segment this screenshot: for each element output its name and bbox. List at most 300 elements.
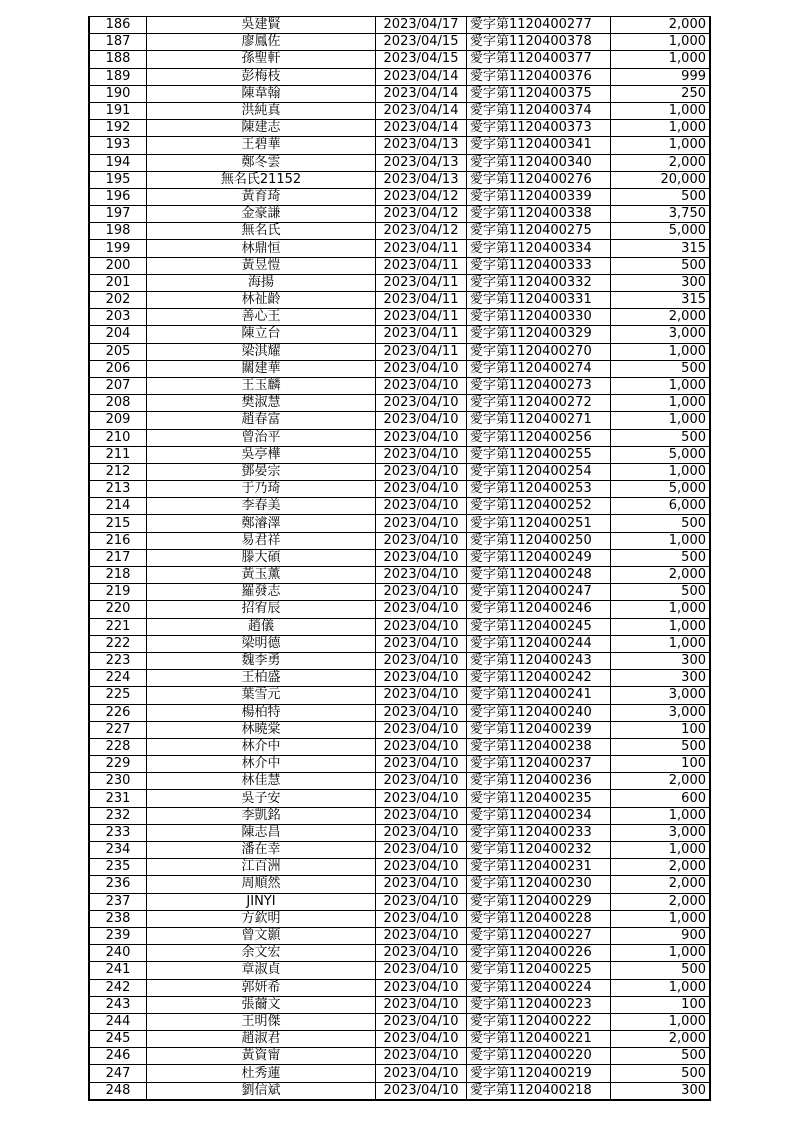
row-number-cell: 233 — [89, 824, 147, 841]
amount-cell: 500 — [611, 360, 711, 377]
row-number-cell: 187 — [89, 34, 147, 51]
row-number-cell: 227 — [89, 721, 147, 738]
table-row — [89, 1013, 710, 1030]
table-row — [89, 876, 710, 893]
receipt-number-cell: 愛字第1120400338 — [467, 206, 611, 223]
amount-cell: 1,000 — [611, 412, 711, 429]
row-number-cell: 245 — [89, 1031, 147, 1048]
receipt-number-cell: 愛字第1120400237 — [467, 756, 611, 773]
amount-cell: 2,000 — [611, 154, 711, 171]
table-row — [89, 34, 710, 51]
row-number-cell: 228 — [89, 738, 147, 755]
amount-cell: 5,000 — [611, 446, 711, 463]
donation-date-cell: 2023/04/12 — [376, 206, 467, 223]
row-number-cell: 193 — [89, 137, 147, 154]
donor-name-cell: 金豪謙 — [147, 206, 376, 223]
donor-name-cell: 鄧晏宗 — [147, 463, 376, 480]
receipt-number-cell: 愛字第1120400247 — [467, 584, 611, 601]
donor-name-cell: 江百洲 — [147, 859, 376, 876]
table-row — [89, 738, 710, 755]
donor-name-cell: 彭梅枝 — [147, 68, 376, 85]
table-row — [89, 1082, 710, 1100]
table-row — [89, 498, 710, 515]
table-row — [89, 274, 710, 291]
table-row — [89, 704, 710, 721]
receipt-number-cell: 愛字第1120400333 — [467, 257, 611, 274]
receipt-number-cell: 愛字第1120400270 — [467, 343, 611, 360]
receipt-number-cell: 愛字第1120400378 — [467, 34, 611, 51]
receipt-number-cell: 愛字第1120400273 — [467, 377, 611, 394]
receipt-number-cell: 愛字第1120400249 — [467, 549, 611, 566]
receipt-number-cell: 愛字第1120400238 — [467, 738, 611, 755]
table-row — [89, 515, 710, 532]
donation-date-cell: 2023/04/10 — [376, 773, 467, 790]
table-row — [89, 171, 710, 188]
amount-cell: 1,000 — [611, 102, 711, 119]
receipt-number-cell: 愛字第1120400232 — [467, 842, 611, 859]
receipt-number-cell: 愛字第1120400226 — [467, 945, 611, 962]
amount-cell: 500 — [611, 584, 711, 601]
donor-name-cell: 洪純真 — [147, 102, 376, 119]
row-number-cell: 219 — [89, 584, 147, 601]
row-number-cell: 246 — [89, 1048, 147, 1065]
donor-name-cell: 王柏盛 — [147, 670, 376, 687]
row-number-cell: 194 — [89, 154, 147, 171]
receipt-number-cell: 愛字第1120400222 — [467, 1013, 611, 1030]
row-number-cell: 243 — [89, 996, 147, 1013]
row-number-cell: 236 — [89, 876, 147, 893]
row-number-cell: 190 — [89, 85, 147, 102]
amount-cell: 20,000 — [611, 171, 711, 188]
table-row — [89, 1048, 710, 1065]
donation-date-cell: 2023/04/10 — [376, 567, 467, 584]
row-number-cell: 199 — [89, 240, 147, 257]
amount-cell: 2,000 — [611, 309, 711, 326]
row-number-cell: 210 — [89, 429, 147, 446]
receipt-number-cell: 愛字第1120400331 — [467, 292, 611, 309]
table-row — [89, 1065, 710, 1082]
donor-name-cell: 余文宏 — [147, 945, 376, 962]
row-number-cell: 223 — [89, 652, 147, 669]
donor-name-cell: 李春美 — [147, 498, 376, 515]
row-number-cell: 239 — [89, 927, 147, 944]
row-number-cell: 244 — [89, 1013, 147, 1030]
donor-name-cell: 鄭冬雲 — [147, 154, 376, 171]
row-number-cell: 238 — [89, 910, 147, 927]
table-row — [89, 687, 710, 704]
receipt-number-cell: 愛字第1120400376 — [467, 68, 611, 85]
donation-date-cell: 2023/04/14 — [376, 120, 467, 137]
receipt-number-cell: 愛字第1120400228 — [467, 910, 611, 927]
table-row — [89, 446, 710, 463]
receipt-number-cell: 愛字第1120400242 — [467, 670, 611, 687]
table-row — [89, 412, 710, 429]
table-row — [89, 68, 710, 85]
donation-date-cell: 2023/04/10 — [376, 790, 467, 807]
table-row — [89, 360, 710, 377]
table-row — [89, 979, 710, 996]
donation-date-cell: 2023/04/13 — [376, 154, 467, 171]
amount-cell: 300 — [611, 274, 711, 291]
table-row — [89, 859, 710, 876]
donor-name-cell: 鄭濬澤 — [147, 515, 376, 532]
receipt-number-cell: 愛字第1120400220 — [467, 1048, 611, 1065]
donation-date-cell: 2023/04/10 — [376, 824, 467, 841]
amount-cell: 1,000 — [611, 1013, 711, 1030]
donor-name-cell: 曾文顥 — [147, 927, 376, 944]
donation-date-cell: 2023/04/10 — [376, 1013, 467, 1030]
amount-cell: 2,000 — [611, 876, 711, 893]
amount-cell: 1,000 — [611, 842, 711, 859]
receipt-number-cell: 愛字第1120400272 — [467, 395, 611, 412]
donation-date-cell: 2023/04/11 — [376, 309, 467, 326]
row-number-cell: 207 — [89, 377, 147, 394]
receipt-number-cell: 愛字第1120400241 — [467, 687, 611, 704]
table-row — [89, 635, 710, 652]
amount-cell: 1,000 — [611, 34, 711, 51]
table-row — [89, 240, 710, 257]
amount-cell: 100 — [611, 996, 711, 1013]
amount-cell: 500 — [611, 962, 711, 979]
donor-name-cell: 陳建志 — [147, 120, 376, 137]
receipt-number-cell: 愛字第1120400276 — [467, 171, 611, 188]
table-row — [89, 532, 710, 549]
donation-table-body — [89, 17, 710, 1100]
row-number-cell: 221 — [89, 618, 147, 635]
receipt-number-cell: 愛字第1120400231 — [467, 859, 611, 876]
donation-date-cell: 2023/04/10 — [376, 756, 467, 773]
row-number-cell: 214 — [89, 498, 147, 515]
donation-date-cell: 2023/04/11 — [376, 274, 467, 291]
donation-date-cell: 2023/04/10 — [376, 1082, 467, 1100]
amount-cell: 1,000 — [611, 463, 711, 480]
row-number-cell: 216 — [89, 532, 147, 549]
table-row — [89, 601, 710, 618]
donation-date-cell: 2023/04/10 — [376, 738, 467, 755]
donor-name-cell: JINYI — [147, 893, 376, 910]
row-number-cell: 186 — [89, 17, 147, 34]
row-number-cell: 222 — [89, 635, 147, 652]
table-row — [89, 429, 710, 446]
row-number-cell: 217 — [89, 549, 147, 566]
donation-date-cell: 2023/04/12 — [376, 223, 467, 240]
row-number-cell: 195 — [89, 171, 147, 188]
donation-date-cell: 2023/04/11 — [376, 343, 467, 360]
donation-date-cell: 2023/04/10 — [376, 1031, 467, 1048]
table-row — [89, 790, 710, 807]
amount-cell: 6,000 — [611, 498, 711, 515]
donor-name-cell: 章淑貞 — [147, 962, 376, 979]
donation-date-cell: 2023/04/10 — [376, 910, 467, 927]
donor-name-cell: 林介中 — [147, 738, 376, 755]
receipt-number-cell: 愛字第1120400334 — [467, 240, 611, 257]
donation-date-cell: 2023/04/10 — [376, 584, 467, 601]
receipt-number-cell: 愛字第1120400332 — [467, 274, 611, 291]
table-row — [89, 945, 710, 962]
amount-cell: 2,000 — [611, 567, 711, 584]
donor-name-cell: 滕大碩 — [147, 549, 376, 566]
donor-name-cell: 吳亭樺 — [147, 446, 376, 463]
table-row — [89, 807, 710, 824]
receipt-number-cell: 愛字第1120400246 — [467, 601, 611, 618]
donor-name-cell: 葉雪元 — [147, 687, 376, 704]
receipt-number-cell: 愛字第1120400340 — [467, 154, 611, 171]
amount-cell: 300 — [611, 670, 711, 687]
table-row — [89, 549, 710, 566]
donor-name-cell: 吳建賢 — [147, 17, 376, 34]
row-number-cell: 220 — [89, 601, 147, 618]
table-row — [89, 618, 710, 635]
receipt-number-cell: 愛字第1120400223 — [467, 996, 611, 1013]
receipt-number-cell: 愛字第1120400236 — [467, 773, 611, 790]
amount-cell: 500 — [611, 429, 711, 446]
donor-name-cell: 林祉齡 — [147, 292, 376, 309]
amount-cell: 500 — [611, 515, 711, 532]
table-row — [89, 137, 710, 154]
amount-cell: 3,000 — [611, 704, 711, 721]
row-number-cell: 229 — [89, 756, 147, 773]
donation-date-cell: 2023/04/10 — [376, 463, 467, 480]
row-number-cell: 224 — [89, 670, 147, 687]
receipt-number-cell: 愛字第1120400243 — [467, 652, 611, 669]
table-row — [89, 17, 710, 34]
donation-date-cell: 2023/04/10 — [376, 481, 467, 498]
amount-cell: 1,000 — [611, 635, 711, 652]
amount-cell: 500 — [611, 188, 711, 205]
receipt-number-cell: 愛字第1120400254 — [467, 463, 611, 480]
amount-cell: 2,000 — [611, 17, 711, 34]
table-row — [89, 842, 710, 859]
donation-date-cell: 2023/04/10 — [376, 945, 467, 962]
amount-cell: 1,000 — [611, 120, 711, 137]
row-number-cell: 209 — [89, 412, 147, 429]
donor-name-cell: 林鼎恒 — [147, 240, 376, 257]
table-row — [89, 395, 710, 412]
table-row — [89, 773, 710, 790]
receipt-number-cell: 愛字第1120400253 — [467, 481, 611, 498]
receipt-number-cell: 愛字第1120400251 — [467, 515, 611, 532]
donation-date-cell: 2023/04/10 — [376, 377, 467, 394]
donor-name-cell: 黃育琦 — [147, 188, 376, 205]
donation-date-cell: 2023/04/10 — [376, 670, 467, 687]
table-row — [89, 206, 710, 223]
donation-date-cell: 2023/04/10 — [376, 652, 467, 669]
amount-cell: 500 — [611, 1048, 711, 1065]
table-row — [89, 154, 710, 171]
amount-cell: 1,000 — [611, 910, 711, 927]
table-row — [89, 292, 710, 309]
amount-cell: 1,000 — [611, 807, 711, 824]
donation-date-cell: 2023/04/10 — [376, 996, 467, 1013]
receipt-number-cell: 愛字第1120400277 — [467, 17, 611, 34]
donation-date-cell: 2023/04/10 — [376, 395, 467, 412]
amount-cell: 2,000 — [611, 1031, 711, 1048]
receipt-number-cell: 愛字第1120400230 — [467, 876, 611, 893]
table-row — [89, 1031, 710, 1048]
receipt-number-cell: 愛字第1120400377 — [467, 51, 611, 68]
donor-name-cell: 廖鳳佐 — [147, 34, 376, 51]
amount-cell: 100 — [611, 756, 711, 773]
donor-name-cell: 楊柏特 — [147, 704, 376, 721]
receipt-number-cell: 愛字第1120400250 — [467, 532, 611, 549]
row-number-cell: 240 — [89, 945, 147, 962]
donor-name-cell: 梁淇耀 — [147, 343, 376, 360]
donor-name-cell: 易君祥 — [147, 532, 376, 549]
donation-date-cell: 2023/04/10 — [376, 842, 467, 859]
donor-name-cell: 無名氏21152 — [147, 171, 376, 188]
amount-cell: 1,000 — [611, 343, 711, 360]
donation-date-cell: 2023/04/10 — [376, 687, 467, 704]
row-number-cell: 215 — [89, 515, 147, 532]
row-number-cell: 200 — [89, 257, 147, 274]
receipt-number-cell: 愛字第1120400373 — [467, 120, 611, 137]
donation-date-cell: 2023/04/15 — [376, 51, 467, 68]
receipt-number-cell: 愛字第1120400218 — [467, 1082, 611, 1100]
receipt-number-cell: 愛字第1120400227 — [467, 927, 611, 944]
donation-date-cell: 2023/04/10 — [376, 498, 467, 515]
donation-date-cell: 2023/04/10 — [376, 1065, 467, 1082]
table-row — [89, 996, 710, 1013]
donor-name-cell: 林佳慧 — [147, 773, 376, 790]
donor-name-cell: 趙淑君 — [147, 1031, 376, 1048]
row-number-cell: 211 — [89, 446, 147, 463]
donor-name-cell: 王明傑 — [147, 1013, 376, 1030]
donation-date-cell: 2023/04/17 — [376, 17, 467, 34]
row-number-cell: 206 — [89, 360, 147, 377]
receipt-number-cell: 愛字第1120400271 — [467, 412, 611, 429]
row-number-cell: 203 — [89, 309, 147, 326]
table-row — [89, 824, 710, 841]
donor-name-cell: 林介中 — [147, 756, 376, 773]
donation-date-cell: 2023/04/10 — [376, 549, 467, 566]
amount-cell: 3,750 — [611, 206, 711, 223]
donor-name-cell: 關建華 — [147, 360, 376, 377]
receipt-number-cell: 愛字第1120400274 — [467, 360, 611, 377]
row-number-cell: 232 — [89, 807, 147, 824]
row-number-cell: 248 — [89, 1082, 147, 1100]
row-number-cell: 231 — [89, 790, 147, 807]
amount-cell: 900 — [611, 927, 711, 944]
table-row — [89, 85, 710, 102]
row-number-cell: 226 — [89, 704, 147, 721]
donation-date-cell: 2023/04/10 — [376, 876, 467, 893]
donor-name-cell: 黃資甯 — [147, 1048, 376, 1065]
row-number-cell: 189 — [89, 68, 147, 85]
table-row — [89, 910, 710, 927]
table-row — [89, 567, 710, 584]
receipt-number-cell: 愛字第1120400239 — [467, 721, 611, 738]
receipt-number-cell: 愛字第1120400240 — [467, 704, 611, 721]
donation-date-cell: 2023/04/10 — [376, 635, 467, 652]
donor-name-cell: 善心王 — [147, 309, 376, 326]
table-row — [89, 102, 710, 119]
table-row — [89, 927, 710, 944]
donor-name-cell: 孫聖軒 — [147, 51, 376, 68]
donation-date-cell: 2023/04/10 — [376, 429, 467, 446]
donation-date-cell: 2023/04/12 — [376, 188, 467, 205]
donor-name-cell: 陳立台 — [147, 326, 376, 343]
donor-name-cell: 黃昱愷 — [147, 257, 376, 274]
amount-cell: 315 — [611, 240, 711, 257]
receipt-number-cell: 愛字第1120400244 — [467, 635, 611, 652]
row-number-cell: 205 — [89, 343, 147, 360]
receipt-number-cell: 愛字第1120400233 — [467, 824, 611, 841]
amount-cell: 500 — [611, 738, 711, 755]
receipt-number-cell: 愛字第1120400221 — [467, 1031, 611, 1048]
donor-name-cell: 李凱銘 — [147, 807, 376, 824]
donor-name-cell: 周順然 — [147, 876, 376, 893]
table-row — [89, 584, 710, 601]
donor-name-cell: 陳志昌 — [147, 824, 376, 841]
amount-cell: 315 — [611, 292, 711, 309]
donation-date-cell: 2023/04/10 — [376, 721, 467, 738]
receipt-number-cell: 愛字第1120400330 — [467, 309, 611, 326]
donation-date-cell: 2023/04/11 — [376, 292, 467, 309]
donor-name-cell: 王碧華 — [147, 137, 376, 154]
donation-date-cell: 2023/04/10 — [376, 412, 467, 429]
receipt-number-cell: 愛字第1120400329 — [467, 326, 611, 343]
donation-date-cell: 2023/04/10 — [376, 927, 467, 944]
donation-date-cell: 2023/04/14 — [376, 85, 467, 102]
amount-cell: 1,000 — [611, 601, 711, 618]
donation-date-cell: 2023/04/10 — [376, 807, 467, 824]
table-row — [89, 188, 710, 205]
amount-cell: 250 — [611, 85, 711, 102]
donation-date-cell: 2023/04/10 — [376, 1048, 467, 1065]
donation-date-cell: 2023/04/10 — [376, 601, 467, 618]
table-row — [89, 756, 710, 773]
donor-name-cell: 無名氏 — [147, 223, 376, 240]
amount-cell: 1,000 — [611, 395, 711, 412]
donation-date-cell: 2023/04/11 — [376, 257, 467, 274]
receipt-number-cell: 愛字第1120400229 — [467, 893, 611, 910]
donor-name-cell: 招宥辰 — [147, 601, 376, 618]
table-row — [89, 120, 710, 137]
row-number-cell: 235 — [89, 859, 147, 876]
donation-date-cell: 2023/04/10 — [376, 446, 467, 463]
row-number-cell: 241 — [89, 962, 147, 979]
donor-name-cell: 杜秀蓮 — [147, 1065, 376, 1082]
table-row — [89, 257, 710, 274]
donor-name-cell: 趙春富 — [147, 412, 376, 429]
table-row — [89, 721, 710, 738]
amount-cell: 2,000 — [611, 859, 711, 876]
row-number-cell: 225 — [89, 687, 147, 704]
donation-date-cell: 2023/04/10 — [376, 893, 467, 910]
receipt-number-cell: 愛字第1120400339 — [467, 188, 611, 205]
row-number-cell: 230 — [89, 773, 147, 790]
table-row — [89, 893, 710, 910]
amount-cell: 1,000 — [611, 377, 711, 394]
table-row — [89, 652, 710, 669]
table-row — [89, 377, 710, 394]
donor-name-cell: 曾治平 — [147, 429, 376, 446]
row-number-cell: 242 — [89, 979, 147, 996]
donor-name-cell: 郭妍希 — [147, 979, 376, 996]
row-number-cell: 237 — [89, 893, 147, 910]
donation-date-cell: 2023/04/10 — [376, 962, 467, 979]
amount-cell: 999 — [611, 68, 711, 85]
table-row — [89, 223, 710, 240]
receipt-number-cell: 愛字第1120400235 — [467, 790, 611, 807]
donor-name-cell: 魏李勇 — [147, 652, 376, 669]
row-number-cell: 192 — [89, 120, 147, 137]
donor-name-cell: 羅發志 — [147, 584, 376, 601]
row-number-cell: 247 — [89, 1065, 147, 1082]
table-row — [89, 343, 710, 360]
amount-cell: 3,000 — [611, 824, 711, 841]
amount-cell: 300 — [611, 652, 711, 669]
